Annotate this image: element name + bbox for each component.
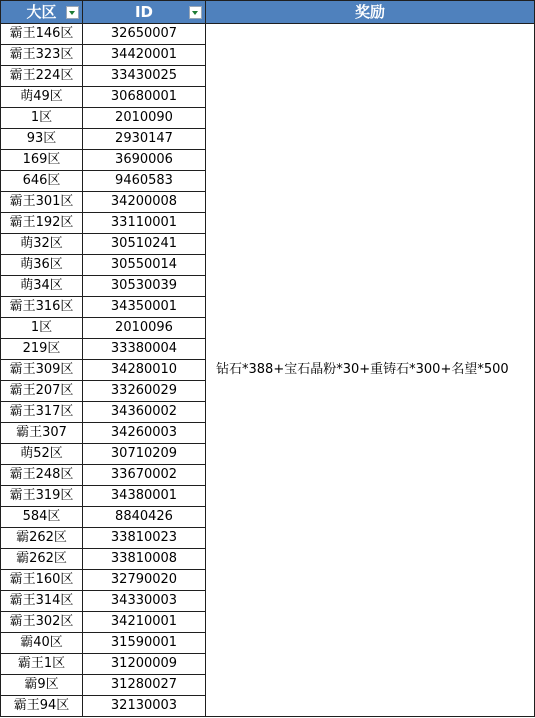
cell-region[interactable]: 霸王1区	[1, 654, 83, 675]
cell-id[interactable]: 34360002	[83, 402, 206, 423]
cell-id[interactable]: 9460583	[83, 171, 206, 192]
cell-id[interactable]: 30530039	[83, 276, 206, 297]
cell-id[interactable]: 34210001	[83, 612, 206, 633]
cell-region[interactable]: 霸王316区	[1, 297, 83, 318]
cell-id[interactable]: 8840426	[83, 507, 206, 528]
cell-region[interactable]: 霸9区	[1, 675, 83, 696]
cell-region[interactable]: 霸王323区	[1, 45, 83, 66]
cell-region[interactable]: 萌36区	[1, 255, 83, 276]
cell-region[interactable]: 霸王224区	[1, 66, 83, 87]
cell-region[interactable]: 霸王192区	[1, 213, 83, 234]
cell-region[interactable]: 219区	[1, 339, 83, 360]
cell-region[interactable]: 霸王146区	[1, 24, 83, 45]
cell-region[interactable]: 霸王307	[1, 423, 83, 444]
cell-region[interactable]: 霸王248区	[1, 465, 83, 486]
cell-region[interactable]: 93区	[1, 129, 83, 150]
cell-region[interactable]: 霸王301区	[1, 192, 83, 213]
cell-region[interactable]: 霸王94区	[1, 696, 83, 717]
cell-region[interactable]: 霸王160区	[1, 570, 83, 591]
header-reward[interactable]	[206, 1, 535, 24]
cell-id[interactable]: 33810008	[83, 549, 206, 570]
header-region[interactable]	[1, 1, 83, 24]
cell-region[interactable]: 1区	[1, 108, 83, 129]
cell-region[interactable]: 霸王207区	[1, 381, 83, 402]
cell-id[interactable]: 30710209	[83, 444, 206, 465]
cell-id[interactable]: 30510241	[83, 234, 206, 255]
cell-region[interactable]: 584区	[1, 507, 83, 528]
filter-dropdown-icon[interactable]	[66, 6, 79, 19]
cell-region[interactable]: 646区	[1, 171, 83, 192]
cell-region[interactable]: 萌34区	[1, 276, 83, 297]
cell-region[interactable]: 霸王317区	[1, 402, 83, 423]
cell-region[interactable]: 霸王319区	[1, 486, 83, 507]
cell-id[interactable]: 33810023	[83, 528, 206, 549]
cell-id[interactable]: 34420001	[83, 45, 206, 66]
cell-id[interactable]: 34380001	[83, 486, 206, 507]
cell-region[interactable]: 霸王302区	[1, 612, 83, 633]
table-row	[1, 24, 535, 45]
filter-dropdown-icon[interactable]	[189, 6, 202, 19]
cell-region[interactable]: 霸262区	[1, 549, 83, 570]
cell-id[interactable]: 34200008	[83, 192, 206, 213]
cell-id[interactable]: 34260003	[83, 423, 206, 444]
header-region-label: 大区	[26, 3, 57, 21]
cell-id[interactable]: 2010096	[83, 318, 206, 339]
cell-id[interactable]: 32790020	[83, 570, 206, 591]
cell-region[interactable]: 萌49区	[1, 87, 83, 108]
cell-id[interactable]: 32650007	[83, 24, 206, 45]
cell-region[interactable]: 霸262区	[1, 528, 83, 549]
cell-id[interactable]: 2930147	[83, 129, 206, 150]
cell-region[interactable]: 萌32区	[1, 234, 83, 255]
cell-id[interactable]: 30550014	[83, 255, 206, 276]
cell-region[interactable]: 萌52区	[1, 444, 83, 465]
cell-id[interactable]: 30680001	[83, 87, 206, 108]
cell-id[interactable]: 2010090	[83, 108, 206, 129]
header-id[interactable]	[83, 1, 206, 24]
cell-reward-merged[interactable]: 钻石*388+宝石晶粉*30+重铸石*300+名望*500	[206, 24, 535, 717]
cell-id[interactable]: 33430025	[83, 66, 206, 87]
cell-id[interactable]: 33110001	[83, 213, 206, 234]
cell-id[interactable]: 34330003	[83, 591, 206, 612]
cell-id[interactable]: 34280010	[83, 360, 206, 381]
header-reward-label: 奖励	[354, 3, 385, 21]
cell-id[interactable]: 33670002	[83, 465, 206, 486]
cell-region[interactable]: 霸王314区	[1, 591, 83, 612]
cell-id[interactable]: 32130003	[83, 696, 206, 717]
cell-id[interactable]: 3690006	[83, 150, 206, 171]
cell-id[interactable]: 33380004	[83, 339, 206, 360]
cell-id[interactable]: 33260029	[83, 381, 206, 402]
header-id-label: ID	[134, 3, 154, 21]
cell-region[interactable]: 1区	[1, 318, 83, 339]
cell-id[interactable]: 31200009	[83, 654, 206, 675]
cell-id[interactable]: 31590001	[83, 633, 206, 654]
cell-id[interactable]: 31280027	[83, 675, 206, 696]
header-row	[1, 1, 535, 24]
cell-region[interactable]: 霸40区	[1, 633, 83, 654]
cell-region[interactable]: 霸王309区	[1, 360, 83, 381]
cell-id[interactable]: 34350001	[83, 297, 206, 318]
cell-region[interactable]: 169区	[1, 150, 83, 171]
